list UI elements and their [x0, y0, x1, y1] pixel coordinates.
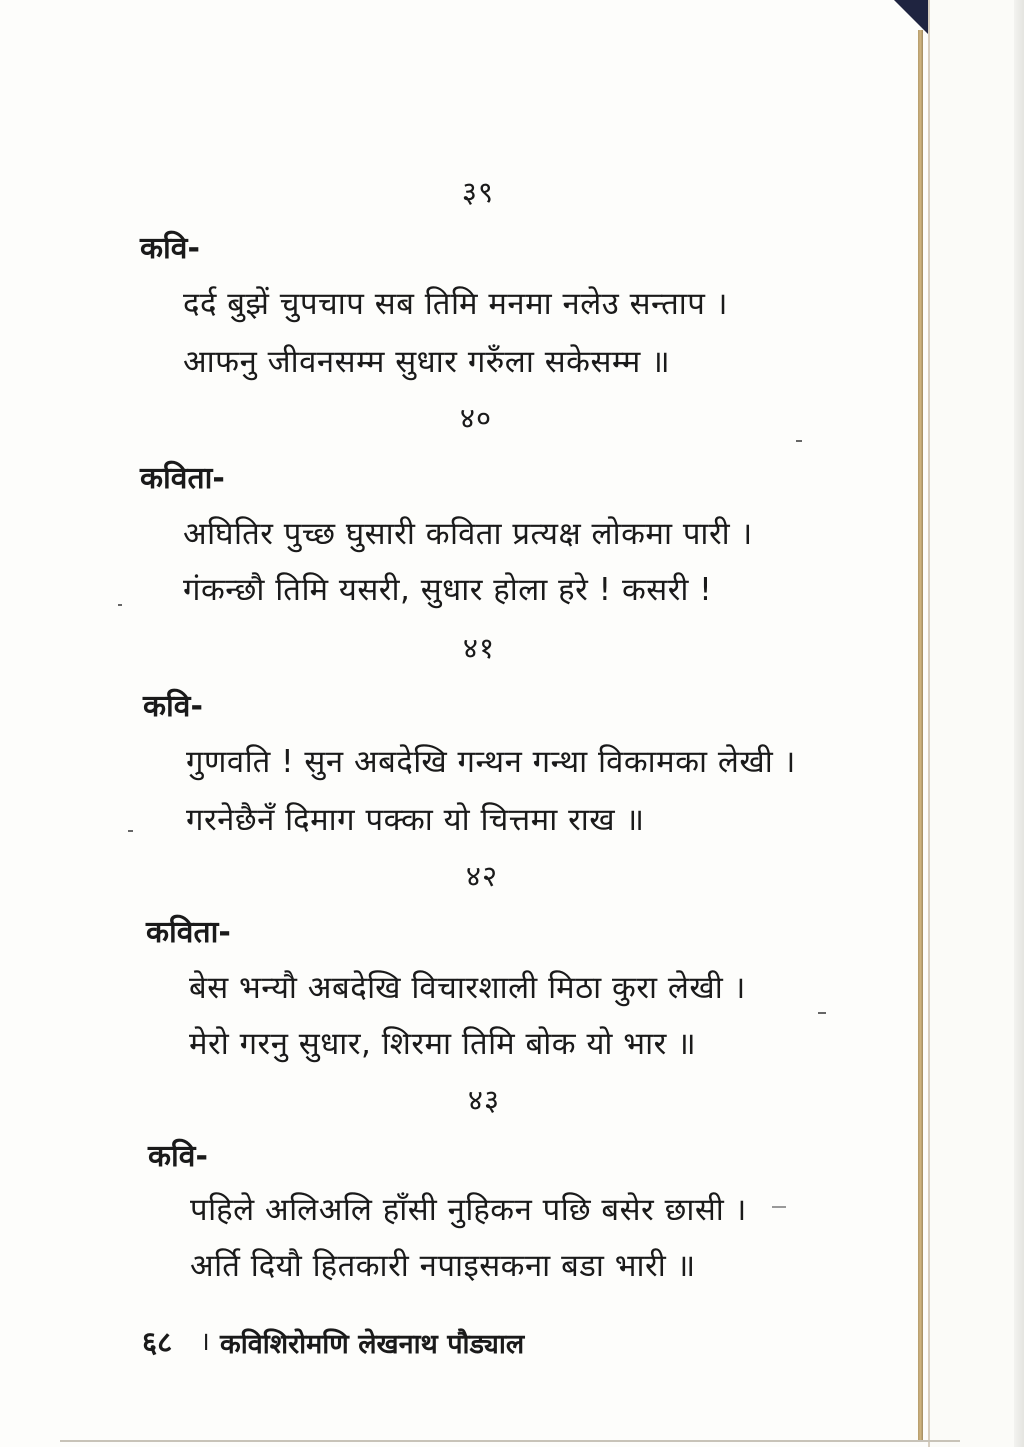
verse-line: गंकन्छौ तिमि यसरी, सुधार होला हरे ! कसरी ! [183, 572, 713, 608]
scan-speck [128, 830, 133, 832]
verse-line: गरनेछैनँ दिमाग पक्का यो चित्तमा राख ॥ [186, 802, 645, 838]
stanza-number: ४० [459, 401, 493, 435]
scan-speck [118, 604, 122, 606]
stanza-number: ४२ [465, 859, 499, 893]
scan-speck [772, 1206, 786, 1208]
speaker-label: कविता- [140, 461, 225, 496]
verse-line: अघितिर पुच्छ घुसारी कविता प्रत्यक्ष लोकमा पारी । [183, 516, 753, 552]
page-number: ६८ [142, 1325, 173, 1359]
speaker-label: कवि- [140, 231, 200, 266]
scan-speck [796, 440, 802, 442]
verse-line: गुणवति ! सुन अबदेखि गन्थन गन्था विकामका लेखी । [186, 744, 796, 780]
verse-line: पहिले अलिअलि हाँसी नुहिकन पछि बसेर छासी । [190, 1192, 747, 1228]
stanza-number: ३९ [461, 175, 495, 209]
page-gilt-edge [918, 30, 923, 1440]
verse-line: आफनु जीवनसम्म सुधार गरुँला सकेसम्म ॥ [183, 344, 671, 380]
verse-line: अर्ति दियौ हितकारी नपाइसकना बडा भारी ॥ [190, 1248, 696, 1284]
stanza-number: ४१ [462, 631, 496, 665]
speaker-label: कवि- [143, 689, 203, 724]
footer-separator: । [200, 1327, 210, 1357]
scan-speck [818, 1012, 826, 1014]
speaker-label: कवि- [148, 1139, 208, 1174]
book-title: कविशिरोमणि लेखनाथ पौड्याल [220, 1329, 525, 1360]
stanza-number: ४३ [467, 1083, 501, 1117]
verse-line: बेस भन्यौ अबदेखि विचारशाली मिठा कुरा लेखी । [189, 970, 746, 1006]
verse-line: दर्द बुझें चुपचाप सब तिमि मनमा नलेउ सन्ताप । [183, 286, 729, 322]
page-margin-strip [930, 0, 1024, 1447]
speaker-label: कविता- [146, 915, 231, 950]
page-bottom-edge [60, 1440, 960, 1442]
page-right-edge [1014, 0, 1024, 1447]
page-edge-line [928, 0, 930, 1447]
verse-line: मेरो गरनु सुधार, शिरमा तिमि बोक यो भार ॥ [189, 1026, 697, 1062]
